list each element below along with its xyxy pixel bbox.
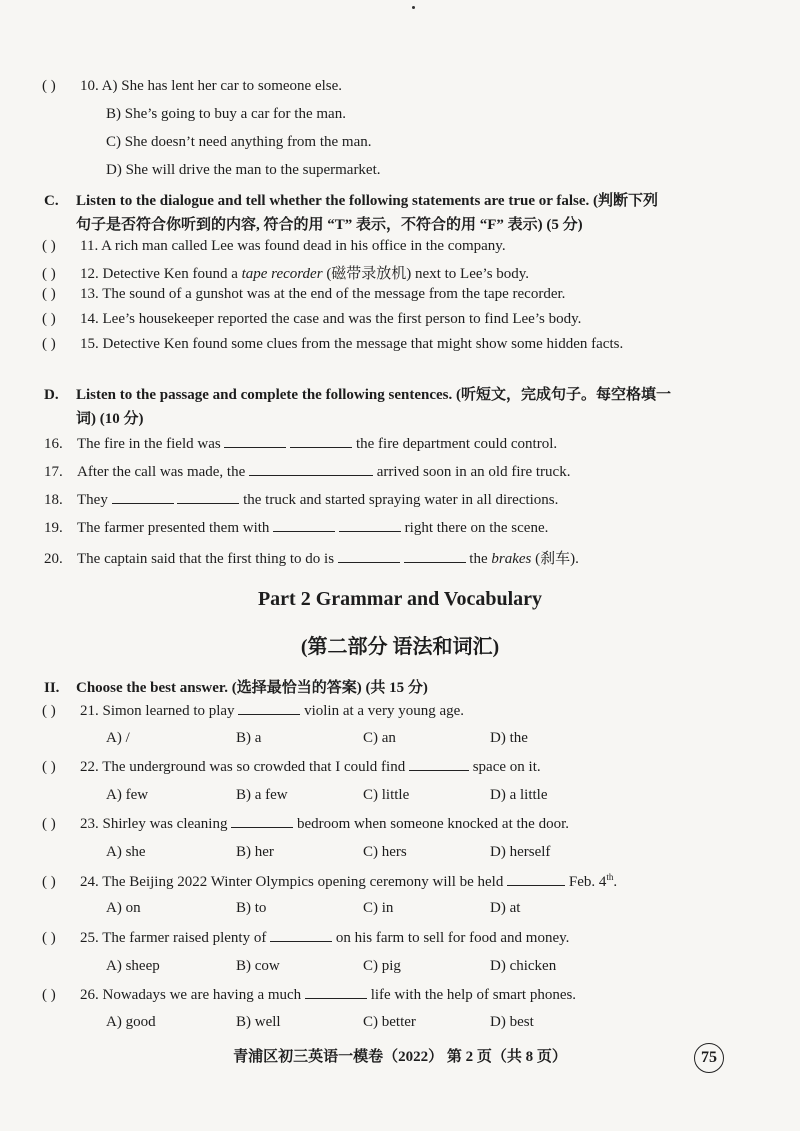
answer-blank[interactable] [231, 815, 293, 828]
page-footer: 青浦区初三英语一模卷（2022） 第 2 页（共 8 页） [233, 1049, 567, 1065]
answer-blank[interactable] [273, 519, 335, 532]
answer-blank[interactable] [305, 986, 367, 999]
sentence-16: 16. The fire in the field was the fire department could control. [44, 436, 558, 452]
choice-c[interactable]: C) in [363, 900, 394, 916]
question-23: ( ) 23. Shirley was cleaning bedroom when someone knocked at the door. [42, 816, 569, 832]
choice-c[interactable]: C) pig [363, 958, 401, 974]
section-d-line2: 词) (10 分) [76, 411, 144, 427]
choice-c[interactable]: C) better [363, 1014, 416, 1030]
question-10-stem: 10. A) She has lent her car to someone else. [80, 78, 343, 94]
answer-blank[interactable] [238, 702, 300, 715]
choice-a[interactable]: A) she [106, 844, 146, 860]
section-c-letter: C. [44, 193, 59, 209]
choice-b[interactable]: B) a [236, 730, 262, 746]
choice-d[interactable]: D) at [490, 900, 521, 916]
sentence-20: 20. The captain said that the first thing to do is the brakes (刹车). [44, 551, 579, 567]
choice-a[interactable]: A) good [106, 1014, 156, 1030]
choice-b[interactable]: B) cow [236, 958, 280, 974]
page-number-badge: 75 [694, 1043, 724, 1073]
section-c-line1: Listen to the dialogue and tell whether the following statements are true or false. (判断下列 [76, 193, 659, 209]
q10-option-b: B) She’s going to buy a car for the man. [106, 106, 346, 122]
answer-blank[interactable] [404, 550, 466, 563]
choice-b[interactable]: B) well [236, 1014, 281, 1030]
question-11: ( ) 11. A rich man called Lee was found dead in his office in the company. [42, 238, 506, 254]
question-13: ( ) 13. The sound of a gunshot was at the end of the message from the tape recorder. [42, 286, 566, 302]
choice-d[interactable]: D) best [490, 1014, 534, 1030]
choice-a[interactable]: A) / [106, 730, 130, 746]
answer-blank[interactable] [507, 873, 565, 886]
choice-a[interactable]: A) on [106, 900, 141, 916]
question-22: ( ) 22. The underground was so crowded that I could find space on it. [42, 759, 541, 775]
answer-blank[interactable] [224, 435, 286, 448]
answer-paren: ( ) [42, 78, 56, 94]
choice-c[interactable]: C) hers [363, 844, 407, 860]
answer-blank[interactable] [339, 519, 401, 532]
answer-blank[interactable] [338, 550, 400, 563]
answer-blank[interactable] [311, 463, 373, 476]
question-12: ( ) 12. Detective Ken found a tape recorder (磁带录放机) next to Lee’s body. [42, 266, 530, 282]
choice-c[interactable]: C) an [363, 730, 396, 746]
choice-a[interactable]: A) few [106, 787, 149, 803]
question-21: ( ) 21. Simon learned to play violin at a very young age. [42, 703, 465, 719]
choice-b[interactable]: B) a few [236, 787, 288, 803]
question-15: ( ) 15. Detective Ken found some clues from the message that might show some hidden facts. [42, 336, 624, 352]
question-26: ( ) 26. Nowadays we are having a much life with the help of smart phones. [42, 987, 577, 1003]
choice-b[interactable]: B) to [236, 900, 267, 916]
section-c-line2: 句子是否符合你听到的内容, 符合的用 “T” 表示，不符合的用 “F” 表示) (5 分) [76, 217, 583, 233]
question-10 [42, 78, 342, 95]
question-25: ( ) 25. The farmer raised plenty of on his farm to sell for food and money. [42, 930, 570, 946]
choice-a[interactable]: A) sheep [106, 958, 160, 974]
part-2-subtitle: (第二部分 语法和词汇) [300, 636, 500, 658]
answer-blank[interactable] [177, 491, 239, 504]
scan-speck [412, 6, 415, 9]
q10-option-d: D) She will drive the man to the supermarket. [106, 162, 381, 178]
part-2-title: Part 2 Grammar and Vocabulary [257, 588, 543, 610]
section-c-heading [44, 189, 658, 210]
question-14: ( ) 14. Lee’s housekeeper reported the case and was the first person to find Lee’s body. [42, 311, 582, 327]
choice-d[interactable]: D) a little [490, 787, 548, 803]
section-d-heading: D. Listen to the passage and complete the following sentences. (听短文，完成句子。每空格填一 [44, 387, 671, 403]
sentence-17: 17. After the call was made, the arrived soon in an old fire truck. [44, 464, 571, 480]
sentence-18: 18. They the truck and started spraying water in all directions. [44, 492, 559, 508]
q10-option-c: C) She doesn’t need anything from the man. [106, 134, 372, 150]
choice-d[interactable]: D) chicken [490, 958, 557, 974]
choice-b[interactable]: B) her [236, 844, 274, 860]
sentence-19: 19. The farmer presented them with right there on the scene. [44, 520, 549, 536]
answer-blank[interactable] [270, 929, 332, 942]
answer-blank[interactable] [249, 463, 311, 476]
answer-blank[interactable] [409, 758, 469, 771]
choice-d[interactable]: D) the [490, 730, 528, 746]
choice-d[interactable]: D) herself [490, 844, 551, 860]
section-ii-heading: II. Choose the best answer. (选择最恰当的答案) (共 15 分) [44, 680, 428, 696]
question-24: ( ) 24. The Beijing 2022 Winter Olympics opening ceremony will be held Feb. 4th. [42, 872, 618, 890]
answer-blank[interactable] [290, 435, 352, 448]
choice-c[interactable]: C) little [363, 787, 410, 803]
answer-blank[interactable] [112, 491, 174, 504]
